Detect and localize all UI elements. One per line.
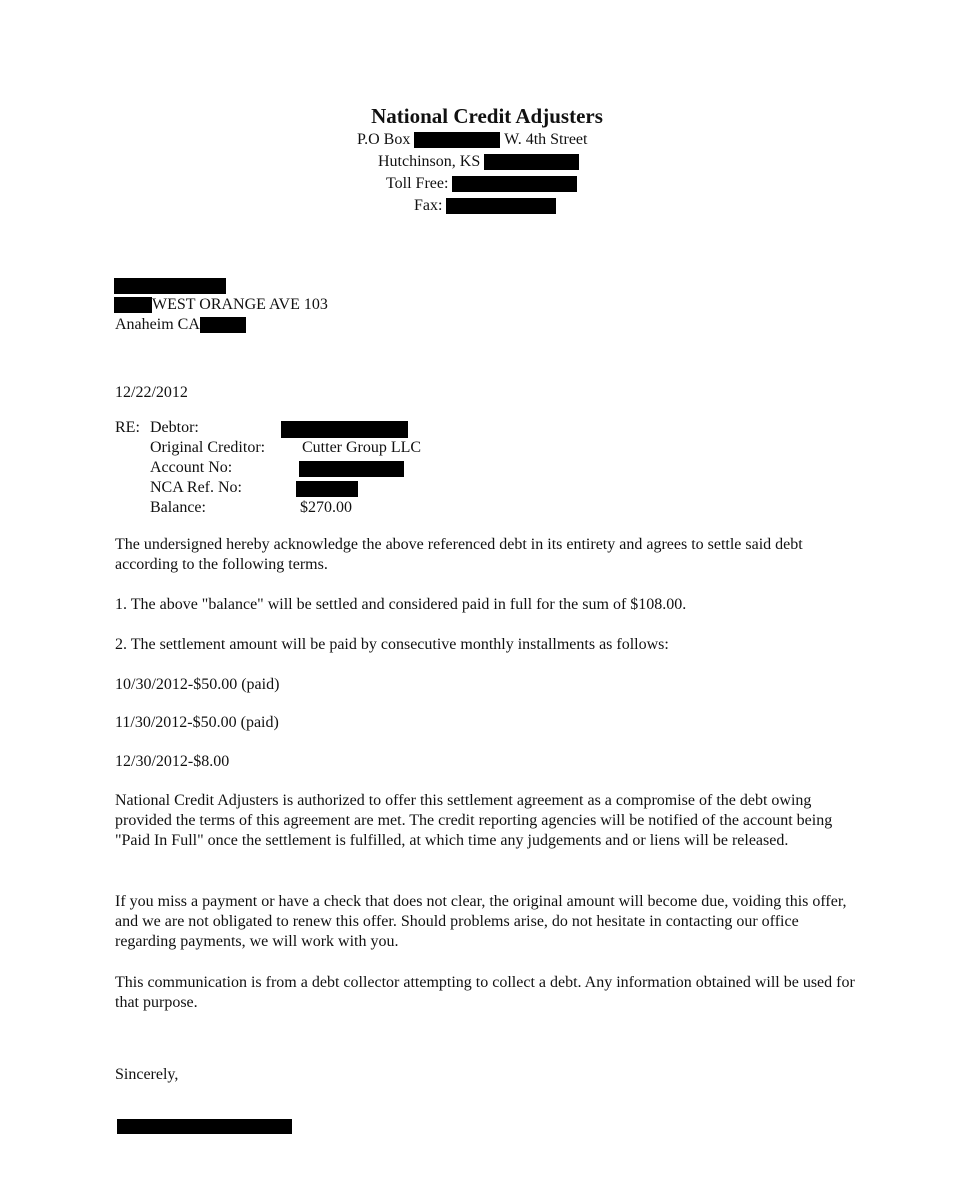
closing: Sincerely, — [115, 1066, 179, 1083]
missed-payment-paragraph: If you miss a payment or have a check that does not clear, the original amount will become due, voiding this offer, and we are not obligated to renew this offer. Should problems arise, do not hesitate in contacting our office regarding payments, we will work with you. — [115, 893, 847, 950]
installment-2: 11/30/2012-$50.00 (paid) — [115, 714, 279, 731]
letterhead-toll-free-line — [386, 174, 577, 194]
balance-value: $270.00 — [300, 499, 352, 516]
recipient-city: Anaheim CA — [115, 316, 200, 333]
redaction-bar — [452, 176, 577, 192]
redaction-bar — [114, 278, 226, 294]
toll-free-label: Toll Free: — [386, 175, 449, 192]
letterhead-fax-line — [414, 196, 556, 216]
authorization-paragraph: National Credit Adjusters is authorized to offer this settlement agreement as a compromise of the debt owing provided the terms of this agreement are met. The credit reporting agencies will be notified of the account being "Paid In Full" once the settlement is fulfilled, at which time any judgements and or liens will be released. — [115, 792, 833, 849]
re-prefix: RE: — [115, 419, 140, 436]
redaction-bar — [281, 421, 408, 438]
installment-1: 10/30/2012-$50.00 (paid) — [115, 676, 280, 693]
redaction-bar — [117, 1119, 292, 1134]
term-1: 1. The above "balance" will be settled and considered paid in full for the sum of $108.00. — [115, 596, 687, 613]
nca-ref-label: NCA Ref. No: — [150, 479, 242, 496]
street-label: W. 4th Street — [504, 131, 588, 148]
redaction-bar — [114, 297, 152, 313]
account-no-label: Account No: — [150, 459, 233, 476]
recipient-street-line — [114, 295, 328, 315]
nca-ref-redacted — [296, 479, 358, 499]
balance-label: Balance: — [150, 499, 206, 516]
redaction-bar — [200, 317, 246, 333]
letterhead-city-line — [378, 152, 579, 172]
disclosure-paragraph: This communication is from a debt collector attempting to collect a debt. Any information obtained will be used for that purpose. — [115, 974, 855, 1011]
account-no-redacted — [299, 459, 404, 479]
signature-redacted — [117, 1116, 292, 1136]
redaction-bar — [414, 132, 500, 148]
letterhead-po-box-line — [357, 130, 587, 150]
original-creditor-label: Original Creditor: — [150, 439, 266, 456]
term-2: 2. The settlement amount will be paid by consecutive monthly installments as follows: — [115, 636, 669, 653]
debtor-label: Debtor: — [150, 419, 199, 436]
recipient-street: WEST ORANGE AVE 103 — [152, 296, 328, 313]
debtor-redacted — [281, 419, 408, 439]
redaction-bar — [296, 481, 358, 497]
recipient-name-redacted — [114, 276, 226, 296]
intro-paragraph: The undersigned hereby acknowledge the above referenced debt in its entirety and agrees to settle said debt according to the following terms. — [115, 536, 803, 573]
city-state: Hutchinson, KS — [378, 153, 481, 170]
fax-label: Fax: — [414, 197, 443, 214]
redaction-bar — [484, 154, 579, 170]
installment-3: 12/30/2012-$8.00 — [115, 753, 230, 770]
recipient-city-line — [115, 315, 246, 335]
original-creditor-value: Cutter Group LLC — [302, 439, 422, 456]
redaction-bar — [299, 461, 404, 477]
company-name: National Credit Adjusters — [371, 104, 603, 128]
po-box-label: P.O Box — [357, 131, 411, 148]
letter-date: 12/22/2012 — [115, 384, 188, 401]
redaction-bar — [446, 198, 556, 214]
